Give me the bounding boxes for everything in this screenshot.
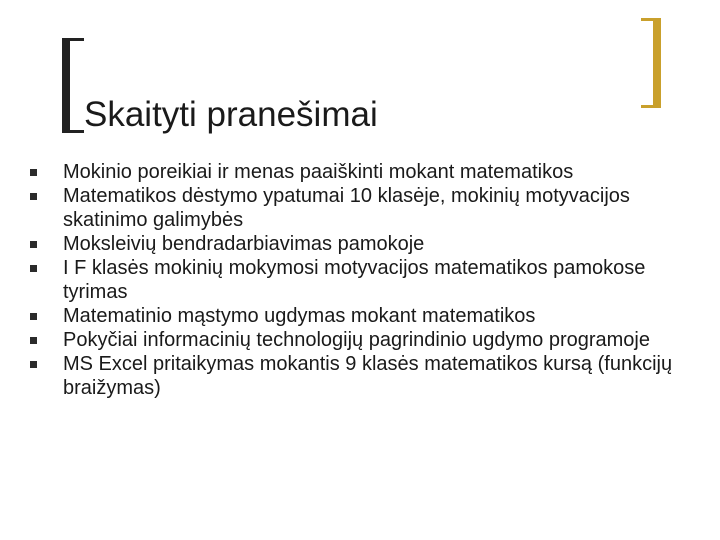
bullet-item (30, 256, 710, 304)
square-bullet-icon (30, 337, 37, 344)
square-bullet-icon (30, 193, 37, 200)
bullet-list (30, 160, 710, 400)
square-bullet-icon (30, 169, 37, 176)
bullet-item (30, 328, 710, 352)
bullet-text: Matematikos dėstymo ypatumai 10 klasėje, mokinių motyvacijos skatinimo galimybės (63, 185, 630, 231)
title-bracket-left-top (62, 38, 84, 41)
title-bracket-left-bottom (62, 130, 84, 133)
square-bullet-icon (30, 313, 37, 320)
bullet-item (30, 304, 710, 328)
bullet-item (30, 160, 710, 184)
bullet-item (30, 232, 710, 256)
title-bracket-right (653, 18, 661, 108)
bullet-text: MS Excel pritaikymas mokantis 9 klasės matematikos kursą (funkcijų braižymas) (63, 353, 673, 399)
bullet-item (30, 352, 710, 400)
bullet-text: Matematinio mąstymo ugdymas mokant matematikos (63, 305, 536, 327)
bullet-text: I F klasės mokinių mokymosi motyvacijos matematikos pamokose tyrimas (63, 257, 646, 303)
title-bracket-left (62, 38, 70, 133)
title-bracket-right-bottom (641, 105, 661, 108)
title-bracket-right-top (641, 18, 661, 21)
bullet-text: Mokinio poreikiai ir menas paaiškinti mokant matematikos (63, 161, 574, 183)
bullet-text: Moksleivių bendradarbiavimas pamokoje (63, 233, 425, 255)
bullet-text: Pokyčiai informacinių technologijų pagrindinio ugdymo programoje (63, 329, 650, 351)
bullet-item (30, 184, 710, 232)
square-bullet-icon (30, 361, 37, 368)
slide-title: Skaityti pranešimai (84, 95, 378, 135)
square-bullet-icon (30, 241, 37, 248)
square-bullet-icon (30, 265, 37, 272)
